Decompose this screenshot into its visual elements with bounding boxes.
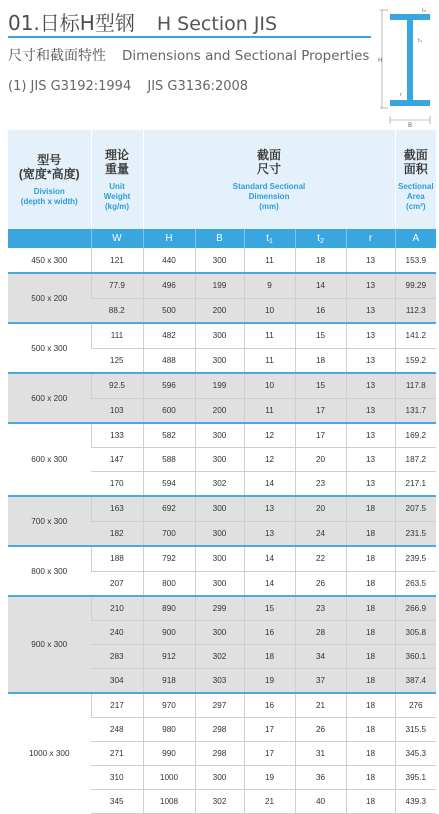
weight-cell: 217 (91, 693, 143, 718)
area-cell: 141.2 (395, 323, 436, 348)
b-cell: 300 (195, 448, 244, 472)
h-cell: 990 (143, 742, 195, 766)
table-body (8, 248, 436, 814)
r-cell: 18 (346, 521, 395, 546)
b-cell: 300 (195, 521, 244, 546)
area-cell: 305.8 (395, 621, 436, 645)
h-cell: 596 (143, 373, 195, 398)
weight-cell: 188 (91, 546, 143, 571)
unit-t2: $t_2$ (295, 229, 346, 248)
h-cell: 900 (143, 621, 195, 645)
weight-cell: 170 (91, 472, 143, 497)
b-cell: 199 (195, 373, 244, 398)
b-cell: 298 (195, 718, 244, 742)
r-cell: 13 (346, 298, 395, 323)
title-chinese: 01.日标H型钢 (8, 11, 135, 35)
t1-cell: 9 (244, 273, 295, 298)
weight-cell: 147 (91, 448, 143, 472)
title-underline (8, 36, 371, 38)
t2-cell: 28 (295, 621, 346, 645)
b-cell: 303 (195, 669, 244, 694)
t2-cell: 18 (295, 348, 346, 373)
t2-cell: 22 (295, 546, 346, 571)
table-row (8, 273, 436, 298)
area-cell: 439.3 (395, 790, 436, 814)
subtitle-row (8, 45, 369, 65)
t1-cell: 11 (244, 398, 295, 423)
r-cell: 18 (346, 669, 395, 694)
area-cell: 315.5 (395, 718, 436, 742)
b-cell: 302 (195, 472, 244, 497)
t1-cell: 19 (244, 766, 295, 790)
b-cell: 300 (195, 423, 244, 448)
weight-cell: 182 (91, 521, 143, 546)
t2-cell: 23 (295, 472, 346, 497)
r-cell: 18 (346, 496, 395, 521)
b-cell: 300 (195, 571, 244, 596)
r-cell: 13 (346, 348, 395, 373)
r-cell: 13 (346, 398, 395, 423)
t1-cell: 14 (244, 472, 295, 497)
t1-cell: 11 (244, 348, 295, 373)
h-cell: 496 (143, 273, 195, 298)
h-cell: 500 (143, 298, 195, 323)
b-cell: 298 (195, 742, 244, 766)
table-row (8, 693, 436, 718)
h-section-diagram-icon (378, 4, 436, 128)
b-cell: 300 (195, 621, 244, 645)
r-cell: 18 (346, 790, 395, 814)
header-row (8, 130, 436, 229)
area-cell: 99.29 (395, 273, 436, 298)
diagram-label-h: H (378, 57, 383, 64)
area-cell: 153.9 (395, 248, 436, 273)
subtitle-chinese: 尺寸和截面特性 (8, 48, 106, 64)
division-cell: 500 x 200 (8, 273, 91, 323)
standard-1: (1) JIS G3192:1994 (8, 79, 132, 94)
weight-cell: 133 (91, 423, 143, 448)
t2-cell: 23 (295, 596, 346, 621)
unit-b: B (195, 229, 244, 248)
r-cell: 13 (346, 273, 395, 298)
t2-cell: 40 (295, 790, 346, 814)
r-cell: 18 (346, 596, 395, 621)
area-cell: 239.5 (395, 546, 436, 571)
h-cell: 692 (143, 496, 195, 521)
h-cell: 700 (143, 521, 195, 546)
unit-w: W (91, 229, 143, 248)
b-cell: 300 (195, 323, 244, 348)
area-cell: 266.9 (395, 596, 436, 621)
weight-cell: 88.2 (91, 298, 143, 323)
t2-cell: 24 (295, 521, 346, 546)
t1-cell: 15 (244, 596, 295, 621)
t2-cell: 15 (295, 373, 346, 398)
t1-cell: 13 (244, 521, 295, 546)
h-cell: 918 (143, 669, 195, 694)
h-cell: 792 (143, 546, 195, 571)
t2-cell: 20 (295, 448, 346, 472)
h-cell: 912 (143, 645, 195, 669)
t1-cell: 18 (244, 645, 295, 669)
diagram-label-r: r (400, 92, 403, 98)
h-cell: 890 (143, 596, 195, 621)
division-cell: 800 x 300 (8, 546, 91, 596)
unit-row (8, 229, 436, 248)
table-row (8, 323, 436, 348)
header-division: 型号 (宽度*高度) Division (depth x width) (8, 130, 91, 229)
table-row (8, 496, 436, 521)
b-cell: 300 (195, 496, 244, 521)
r-cell: 18 (346, 742, 395, 766)
t2-cell: 21 (295, 693, 346, 718)
weight-cell: 304 (91, 669, 143, 694)
b-cell: 302 (195, 645, 244, 669)
page-header (0, 0, 439, 130)
table-row (8, 248, 436, 273)
weight-cell: 248 (91, 718, 143, 742)
t2-cell: 31 (295, 742, 346, 766)
t2-cell: 17 (295, 423, 346, 448)
t1-cell: 11 (244, 323, 295, 348)
weight-cell: 125 (91, 348, 143, 373)
t1-cell: 10 (244, 373, 295, 398)
t2-cell: 18 (295, 248, 346, 273)
t2-cell: 34 (295, 645, 346, 669)
t1-cell: 13 (244, 496, 295, 521)
b-cell: 300 (195, 248, 244, 273)
b-cell: 200 (195, 398, 244, 423)
area-cell: 387.4 (395, 669, 436, 694)
weight-cell: 121 (91, 248, 143, 273)
t2-cell: 26 (295, 718, 346, 742)
h-cell: 800 (143, 571, 195, 596)
t2-cell: 14 (295, 273, 346, 298)
weight-cell: 163 (91, 496, 143, 521)
weight-cell: 77.9 (91, 273, 143, 298)
weight-cell: 92.5 (91, 373, 143, 398)
standards-line (8, 79, 248, 94)
unit-blank (8, 229, 91, 248)
division-cell: 1000 x 300 (8, 693, 91, 814)
title-row (8, 7, 277, 36)
r-cell: 13 (346, 373, 395, 398)
r-cell: 18 (346, 693, 395, 718)
t2-cell: 17 (295, 398, 346, 423)
table-row (8, 373, 436, 398)
t1-cell: 21 (244, 790, 295, 814)
table-row (8, 596, 436, 621)
b-cell: 300 (195, 546, 244, 571)
r-cell: 13 (346, 423, 395, 448)
h-cell: 594 (143, 472, 195, 497)
weight-cell: 271 (91, 742, 143, 766)
r-cell: 13 (346, 448, 395, 472)
t2-cell: 26 (295, 571, 346, 596)
area-cell: 112.3 (395, 298, 436, 323)
area-cell: 345.3 (395, 742, 436, 766)
t1-cell: 16 (244, 693, 295, 718)
unit-r: r (346, 229, 395, 248)
weight-cell: 310 (91, 766, 143, 790)
title-english: H Section JIS (156, 13, 278, 35)
area-cell: 159.2 (395, 348, 436, 373)
area-cell: 117.8 (395, 373, 436, 398)
area-cell: 263.5 (395, 571, 436, 596)
t1-cell: 12 (244, 448, 295, 472)
r-cell: 18 (346, 645, 395, 669)
r-cell: 13 (346, 248, 395, 273)
header-dimension: 截面 尺寸 Standard Sectional Dimension (mm) (143, 130, 395, 229)
b-cell: 200 (195, 298, 244, 323)
weight-cell: 240 (91, 621, 143, 645)
t2-cell: 37 (295, 669, 346, 694)
b-cell: 299 (195, 596, 244, 621)
division-cell: 500 x 300 (8, 323, 91, 373)
unit-a: A (395, 229, 436, 248)
r-cell: 13 (346, 323, 395, 348)
b-cell: 300 (195, 348, 244, 373)
h-cell: 582 (143, 423, 195, 448)
table-row (8, 423, 436, 448)
unit-h: H (143, 229, 195, 248)
b-cell: 297 (195, 693, 244, 718)
spec-table (8, 130, 436, 814)
t1-cell: 12 (244, 423, 295, 448)
t2-cell: 20 (295, 496, 346, 521)
area-cell: 187.2 (395, 448, 436, 472)
area-cell: 360.1 (395, 645, 436, 669)
weight-cell: 210 (91, 596, 143, 621)
t1-cell: 17 (244, 718, 295, 742)
area-cell: 276 (395, 693, 436, 718)
header-unit-weight: 理论 重量 Unit Weight (kg/m) (91, 130, 143, 229)
h-cell: 1008 (143, 790, 195, 814)
weight-cell: 345 (91, 790, 143, 814)
h-cell: 488 (143, 348, 195, 373)
h-cell: 440 (143, 248, 195, 273)
t1-cell: 10 (244, 298, 295, 323)
header-area: 截面 面积 Sectional Area (cm²) (395, 130, 436, 229)
b-cell: 199 (195, 273, 244, 298)
division-cell: 700 x 300 (8, 496, 91, 546)
area-cell: 395.1 (395, 766, 436, 790)
t1-cell: 17 (244, 742, 295, 766)
area-cell: 131.7 (395, 398, 436, 423)
diagram-label-b: B (408, 122, 413, 128)
division-cell: 450 x 300 (31, 255, 68, 265)
t1-cell: 14 (244, 546, 295, 571)
weight-cell: 103 (91, 398, 143, 423)
t1-cell: 19 (244, 669, 295, 694)
t2-cell: 16 (295, 298, 346, 323)
t1-cell: 16 (244, 621, 295, 645)
r-cell: 18 (346, 718, 395, 742)
r-cell: 18 (346, 571, 395, 596)
diagram-label-t1: t₁ (418, 38, 422, 44)
area-cell: 231.5 (395, 521, 436, 546)
r-cell: 18 (346, 546, 395, 571)
table-row (8, 546, 436, 571)
weight-cell: 207 (91, 571, 143, 596)
b-cell: 302 (195, 790, 244, 814)
t1-cell: 11 (244, 248, 295, 273)
h-cell: 588 (143, 448, 195, 472)
r-cell: 18 (346, 766, 395, 790)
b-cell: 300 (195, 766, 244, 790)
unit-t1: $t_1$ (244, 229, 295, 248)
weight-cell: 111 (91, 323, 143, 348)
r-cell: 18 (346, 621, 395, 645)
area-cell: 169.2 (395, 423, 436, 448)
division-cell: 900 x 300 (8, 596, 91, 693)
diagram-label-t2: t₂ (422, 8, 426, 14)
r-cell: 13 (346, 472, 395, 497)
h-cell: 600 (143, 398, 195, 423)
t1-cell: 14 (244, 571, 295, 596)
h-cell: 1000 (143, 766, 195, 790)
h-cell: 970 (143, 693, 195, 718)
weight-cell: 283 (91, 645, 143, 669)
h-cell: 482 (143, 323, 195, 348)
area-cell: 217.1 (395, 472, 436, 497)
t2-cell: 36 (295, 766, 346, 790)
t2-cell: 15 (295, 323, 346, 348)
area-cell: 207.5 (395, 496, 436, 521)
subtitle-english: Dimensions and Sectional Properties (122, 48, 370, 64)
standard-2: JIS G3136:2008 (147, 79, 249, 94)
division-cell: 600 x 300 (8, 423, 91, 496)
h-cell: 980 (143, 718, 195, 742)
division-cell: 600 x 200 (8, 373, 91, 423)
